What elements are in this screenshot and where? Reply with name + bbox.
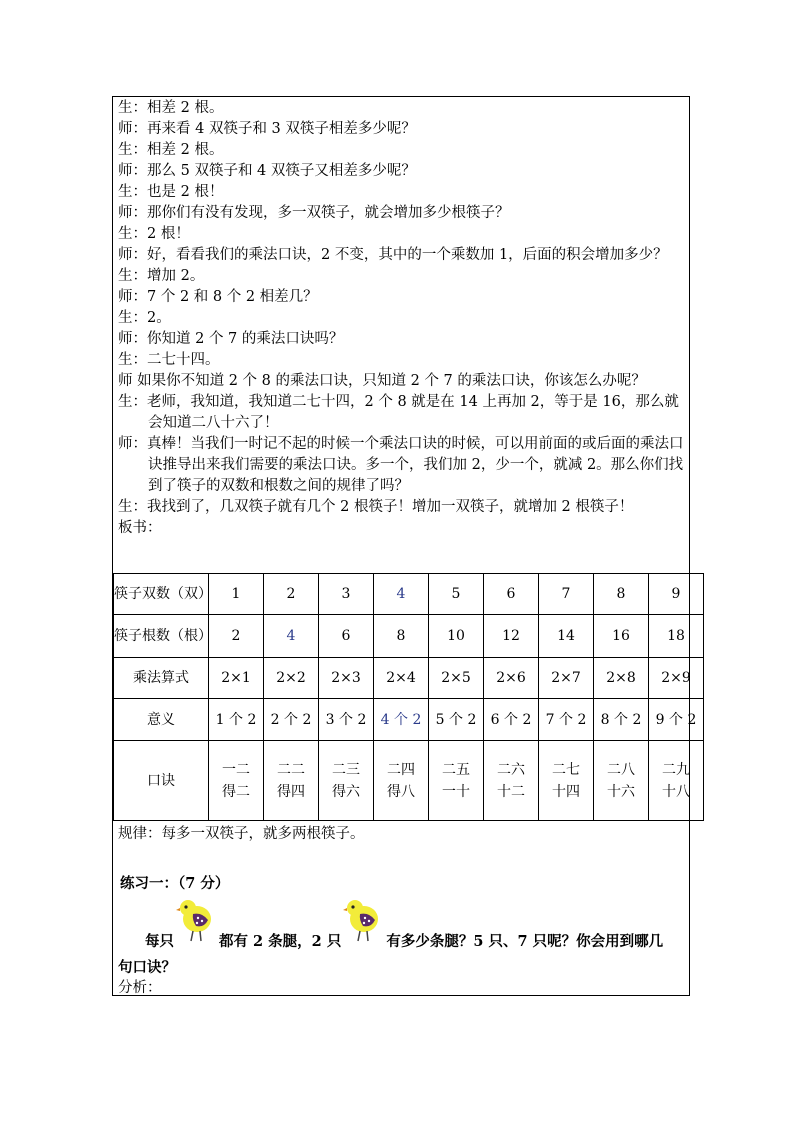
table-cell: 2×2: [264, 658, 319, 699]
dialogue-line: 生：2。: [118, 310, 171, 326]
table-cell: 5 个 2: [429, 699, 484, 741]
table-cell: [264, 741, 319, 821]
dialogue-line: 生：增加 2。: [118, 268, 205, 284]
row-header: 意义: [114, 699, 209, 741]
dialogue-line: 师：7 个 2 和 8 个 2 相差几？: [118, 289, 318, 305]
table-cell: 14: [539, 615, 594, 658]
table-cell: 5: [429, 574, 484, 615]
table-cell: 8: [374, 615, 429, 658]
dialogue-line: 师：你知道 2 个 7 的乘法口诀吗？: [118, 331, 344, 347]
table-cell: 12: [484, 615, 539, 658]
dialogue-line: 师：真棒！当我们一时记不起的时候一个乘法口诀的时候，可以用前面的或后面的乘法口诀推导出来我们需要的乘法口诀。多一个，我们加 2，少一个，就减 2。那么你们找到了筷子的双数和根数之间的规律了吗？: [118, 436, 684, 494]
table-cell: 2×4: [374, 658, 429, 699]
table-cell: [319, 741, 374, 821]
table-cell: 4 个 2: [374, 699, 429, 741]
dialogue-line: 生：相差 2 根。: [118, 100, 224, 116]
row-header: 口诀: [114, 741, 209, 821]
table-cell: 3: [319, 574, 374, 615]
dialogue-line: 师 如果你不知道 2 个 8 的乘法口诀，只知道 2 个 7 的乘法口诀，你该怎么办呢？: [118, 373, 646, 389]
dialogue-line: 生：我找到了，几双筷子就有几个 2 根筷子！增加一双筷子，就增加 2 根筷子！: [118, 499, 634, 515]
table-cell: 2 个 2: [264, 699, 319, 741]
table-row: [114, 658, 704, 699]
row-header: 乘法算式: [114, 658, 209, 699]
table-cell: 8 个 2: [594, 699, 649, 741]
table-cell: 16: [594, 615, 649, 658]
dialogue-line: 师：那么 5 双筷子和 4 双筷子又相差多少呢？: [118, 163, 416, 179]
table-cell: 2: [209, 615, 264, 658]
table-cell: [209, 741, 264, 821]
dialogue-line: 板书：: [118, 520, 162, 536]
table-cell: [429, 741, 484, 821]
dialogue-line: 生：相差 2 根。: [118, 142, 224, 158]
table-row: [114, 741, 704, 821]
table-cell: [484, 741, 539, 821]
exercise-question-line2: 句口诀？: [118, 959, 176, 976]
row-header: 筷子根数（根）: [114, 615, 209, 658]
table-row: [114, 574, 704, 615]
dialogue-line: 生：老师，我知道，我知道二七十四，2 个 8 就是在 14 上再加 2，等于是 16，那么就会知道二八十六了！: [118, 394, 679, 431]
verse-text: 二四得八: [387, 761, 415, 800]
table-cell: 3 个 2: [319, 699, 374, 741]
table-cell: 7 个 2: [539, 699, 594, 741]
exercise-part2: 都有 2 条腿，2 只: [219, 933, 342, 950]
table-cell: 1 个 2: [209, 699, 264, 741]
verse-text: 二六十二: [497, 761, 525, 800]
dialogue-line: 生：2 根！: [118, 226, 190, 242]
exercise-part1: 每只: [145, 933, 174, 950]
table-cell: 4: [374, 574, 429, 615]
dialogue-line: 师：好，看看我们的乘法口诀，2 不变，其中的一个乘数加 1，后面的积会增加多少？: [118, 247, 668, 263]
verse-text: 二三得六: [332, 761, 360, 800]
verse-text: 二九十八: [662, 761, 690, 800]
board-table-wrapper: [113, 573, 704, 821]
exercise-question-line: [145, 930, 663, 951]
table-cell: [539, 741, 594, 821]
table-cell: 2×9: [649, 658, 704, 699]
table-cell: 18: [649, 615, 704, 658]
board-table: [113, 573, 704, 821]
table-cell: 2×3: [319, 658, 374, 699]
table-row: [114, 699, 704, 741]
dialogue-block: [118, 98, 686, 539]
analysis-label: 分析：: [118, 980, 162, 996]
table-row: [114, 615, 704, 658]
table-cell: 9: [649, 574, 704, 615]
table-cell: 4: [264, 615, 319, 658]
verse-text: 二七十四: [552, 761, 580, 800]
table-cell: 7: [539, 574, 594, 615]
verse-text: 一二得二: [222, 761, 250, 800]
table-cell: 2×5: [429, 658, 484, 699]
table-cell: 1: [209, 574, 264, 615]
verse-text: 二五一十: [442, 761, 470, 800]
table-cell: 9 个 2: [649, 699, 704, 741]
table-cell: 2×8: [594, 658, 649, 699]
table-cell: 2×7: [539, 658, 594, 699]
table-cell: [594, 741, 649, 821]
dialogue-line: 生：也是 2 根！: [118, 184, 224, 200]
table-cell: 6: [319, 615, 374, 658]
dialogue-line: 生：二七十四。: [118, 352, 220, 368]
row-header: 筷子双数（双）: [114, 574, 209, 615]
dialogue-line: 师：那你们有没有发现，多一双筷子，就会增加多少根筷子？: [118, 205, 510, 221]
exercise-title: 练习一：（7 分）: [120, 875, 230, 892]
verse-text: 二八十六: [607, 761, 635, 800]
table-cell: 10: [429, 615, 484, 658]
verse-text: 二二得四: [277, 761, 305, 800]
exercise-part3: 有多少条腿？5 只、7 只呢？你会用到哪几: [386, 933, 664, 950]
table-cell: [649, 741, 704, 821]
table-cell: 6: [484, 574, 539, 615]
dialogue-line: 师：再来看 4 双筷子和 3 双筷子相差多少呢？: [118, 121, 416, 137]
table-cell: 8: [594, 574, 649, 615]
table-cell: 2×1: [209, 658, 264, 699]
table-cell: [374, 741, 429, 821]
table-cell: 6 个 2: [484, 699, 539, 741]
rule-text: 规律：每多一双筷子，就多两根筷子。: [118, 826, 365, 842]
table-cell: 2×6: [484, 658, 539, 699]
table-cell: 2: [264, 574, 319, 615]
